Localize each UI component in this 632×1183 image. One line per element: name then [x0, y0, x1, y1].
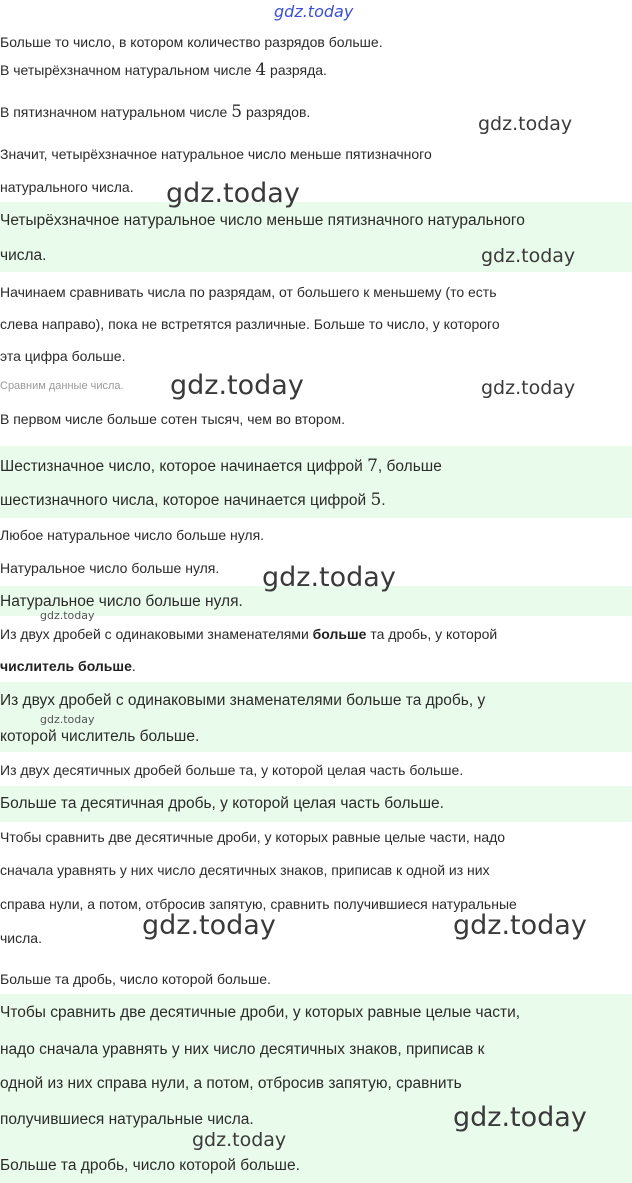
text-line [0, 656, 136, 676]
answer-line: которой числитель больше. [0, 728, 200, 745]
site-logo[interactable]: gdz.today [274, 2, 354, 21]
answer-line: Из двух дробей с одинаковыми знаменателями больше та дробь, у [0, 692, 486, 709]
text-span: . [381, 492, 386, 509]
answer-line: Чтобы сравнить две десятичные дроби, у которых равные целые части, [0, 1004, 521, 1021]
text-line [0, 60, 327, 80]
answer-line [0, 490, 386, 511]
text-line: Любое натуральное число больше нуля. [0, 527, 265, 543]
watermark: gdz.today [453, 1102, 587, 1133]
watermark: gdz.today [481, 377, 576, 399]
text-line: Натуральное число больше нуля. [0, 560, 220, 576]
text-span: разрядов. [242, 104, 311, 120]
text-line: Из двух десятичных дробей больше та, у которой целая часть больше. [0, 762, 464, 778]
text-line: эта цифра больше. [0, 348, 126, 364]
watermark: gdz.today [478, 113, 573, 135]
answer-line: одной из них справа нули, а потом, отбросив запятую, сравнить [0, 1075, 462, 1092]
text-line: В первом числе больше сотен тысяч, чем во втором. [0, 411, 346, 427]
number: 5 [370, 490, 382, 510]
answer-line: надо сначала уравнять у них число десятичных знаков, приписав к [0, 1041, 485, 1058]
watermark: gdz.today [192, 1129, 287, 1151]
watermark: gdz.today [40, 713, 95, 726]
text-span: Шестизначное число, которое начинается цифрой [0, 458, 368, 475]
watermark: gdz.today [166, 178, 300, 209]
text-line [0, 102, 310, 122]
text-line [0, 624, 497, 644]
watermark: gdz.today [40, 609, 95, 622]
text-span: та дробь, у которой [366, 626, 498, 642]
text-line: сначала уравнять у них число десятичных знаков, приписав к одной из них [0, 862, 490, 878]
text-line: Больше та дробь, число которой больше. [0, 971, 271, 987]
bold-term: числитель больше [0, 658, 132, 674]
answer-line [0, 456, 442, 477]
answer-line: получившиеся натуральные числа. [0, 1111, 254, 1128]
answer-line: Больше та десятичная дробь, у которой целая часть больше. [0, 795, 444, 812]
text-span: разряда. [266, 62, 327, 78]
watermark: gdz.today [170, 370, 304, 401]
text-span: В пятизначном натуральном числе [0, 104, 232, 120]
text-line: Сравним данные числа. [0, 380, 124, 392]
text-span: В четырёхзначном натуральном числе [0, 62, 256, 78]
watermark: gdz.today [481, 245, 576, 267]
text-line: натурального числа. [0, 179, 134, 195]
watermark: gdz.today [453, 910, 587, 941]
text-span: . [131, 658, 136, 674]
text-line: Начинаем сравнивать числа по разрядам, от большего к меньшему (то есть [0, 284, 497, 300]
text-line: Значит, четырёхзначное натуральное число меньше пятизначного [0, 146, 432, 162]
text-line: Чтобы сравнить две десятичные дроби, у которых равные целые части, надо [0, 829, 506, 845]
text-span: шестизначного числа, которое начинается цифрой [0, 492, 371, 509]
answer-line: Натуральное число больше нуля. [0, 593, 243, 610]
answer-line: Больше та дробь, число которой больше. [0, 1157, 300, 1174]
watermark: gdz.today [142, 910, 276, 941]
number: 7 [367, 456, 378, 476]
text-span: , больше [377, 458, 442, 475]
bold-term: больше [312, 626, 367, 642]
text-line: слева направо), пока не встретятся различные. Больше то число, у которого [0, 316, 500, 332]
answer-line: Четырёхзначное натуральное число меньше пятизначного натурального [0, 212, 525, 229]
text-span: Из двух дробей с одинаковыми знаменателями [0, 626, 313, 642]
watermark: gdz.today [262, 562, 396, 593]
text-line: числа. [0, 930, 42, 946]
text-line: Больше то число, в котором количество разрядов больше. [0, 34, 383, 50]
text-line: справа нули, а потом, отбросив запятую, сравнить получившиеся натуральные [0, 896, 517, 912]
answer-line: числа. [0, 247, 47, 264]
number: 4 [255, 60, 267, 80]
number: 5 [231, 102, 243, 122]
